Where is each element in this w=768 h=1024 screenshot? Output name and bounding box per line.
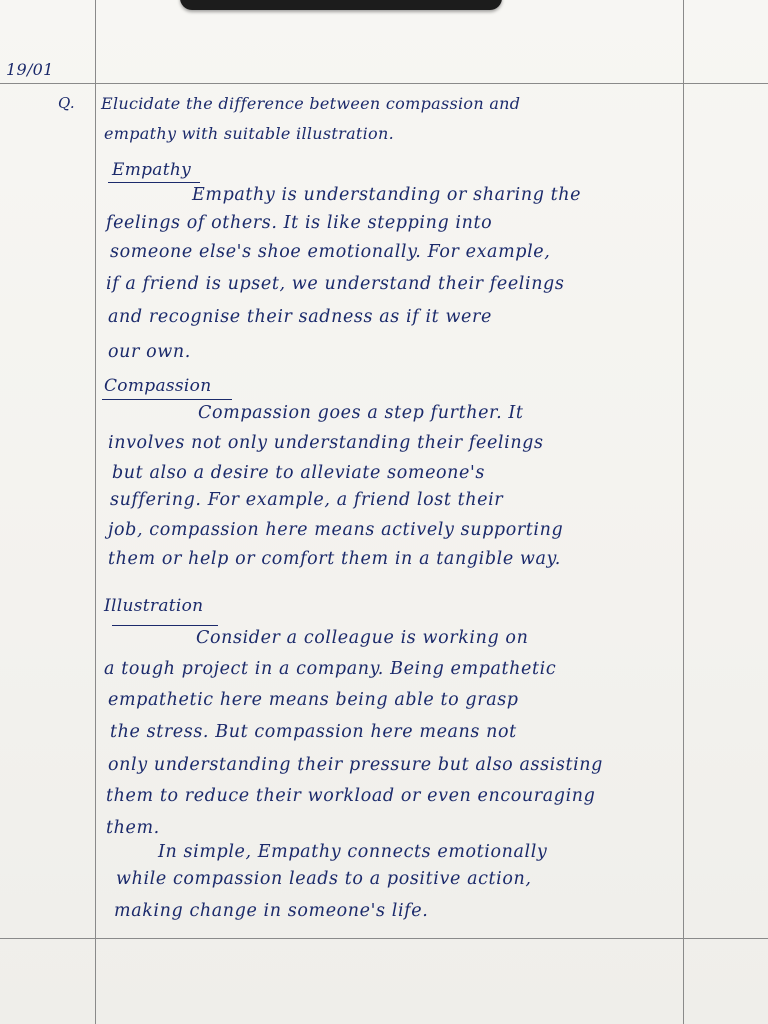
illustration-line: a tough project in a company. Being empathetic <box>104 659 557 679</box>
date: 19/01 <box>6 60 54 79</box>
question-line: Elucidate the difference between compassion and <box>101 94 521 113</box>
left-margin-rule <box>95 0 96 1024</box>
empathy-line: someone else's shoe emotionally. For example, <box>110 242 551 262</box>
illustration-line: while compassion leads to a positive action, <box>116 869 532 889</box>
illustration-line: them. <box>106 818 160 838</box>
right-margin-rule <box>683 0 684 1024</box>
section-heading-empathy: Empathy <box>112 160 192 180</box>
empathy-line: and recognise their sadness as if it were <box>108 307 492 327</box>
section-heading-illustration: Illustration <box>104 596 204 616</box>
compassion-line: job, compassion here means actively supporting <box>108 520 564 540</box>
compassion-line: suffering. For example, a friend lost their <box>110 490 504 510</box>
heading-underline <box>108 182 200 183</box>
compassion-line: them or help or comfort them in a tangible way. <box>108 549 561 569</box>
illustration-line: only understanding their pressure but also assisting <box>108 755 603 775</box>
heading-underline <box>112 625 218 626</box>
heading-underline <box>102 399 232 400</box>
empathy-line: if a friend is upset, we understand their feelings <box>106 274 565 294</box>
illustration-line: them to reduce their workload or even encouraging <box>106 786 596 806</box>
illustration-line: making change in someone's life. <box>114 901 429 921</box>
header-rule <box>0 83 768 84</box>
illustration-line: the stress. But compassion here means not <box>110 722 517 742</box>
compassion-line: involves not only understanding their feelings <box>108 433 544 453</box>
footer-rule <box>0 938 768 939</box>
compassion-line: Compassion goes a step further. It <box>198 403 524 423</box>
compassion-line: but also a desire to alleviate someone's <box>112 463 485 483</box>
section-heading-compassion: Compassion <box>104 376 212 396</box>
illustration-line: In simple, Empathy connects emotionally <box>158 842 548 862</box>
empathy-line: Empathy is understanding or sharing the <box>192 185 582 205</box>
clipboard-clip <box>180 0 502 10</box>
question-number: Q. <box>58 94 75 112</box>
empathy-line: feelings of others. It is like stepping into <box>106 213 493 233</box>
empathy-line: our own. <box>108 342 191 362</box>
illustration-line: Consider a colleague is working on <box>196 628 529 648</box>
question-line: empathy with suitable illustration. <box>104 124 394 143</box>
illustration-line: empathetic here means being able to grasp <box>108 690 519 710</box>
